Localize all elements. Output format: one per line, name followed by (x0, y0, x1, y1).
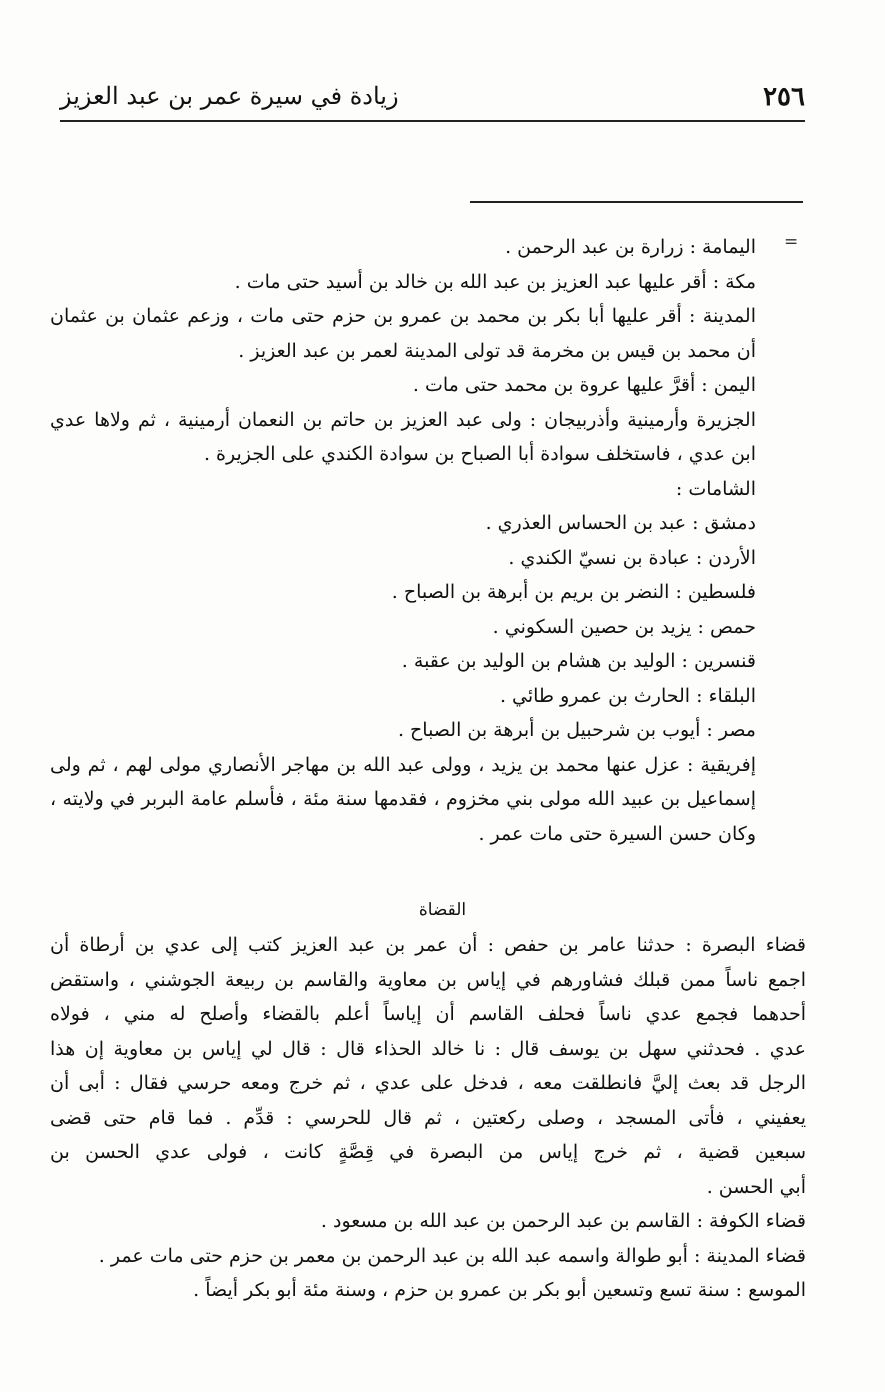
page-number: ٢٥٦ (763, 82, 805, 112)
text-line: قضاء الكوفة : القاسم بن عبد الرحمن بن عبد الله بن مسعود . (320, 1210, 806, 1232)
text-line: أن محمد بن قيس بن مخرمة قد تولى المدينة لعمر بن عبد العزيز . (238, 339, 756, 362)
text-line: اجمع ناساً ممن قبلك فشاورهم في إياس بن معاوية والقاسم بن ربيعة الجوشني ، واستقض (50, 968, 806, 991)
text-line: إفريقية : عزل عنها محمد بن يزيد ، وولى عبد الله بن مهاجر الأنصاري مولى لهم ، ثم ولى (50, 753, 756, 776)
page-header (60, 78, 805, 122)
text-line: فلسطين : النضر بن بريم بن أبرهة بن الصباح . (391, 581, 756, 603)
text-line: دمشق : عبد بن الحساس العذري . (485, 512, 756, 534)
text-line: قضاء البصرة : حدثنا عامر بن حفص : أن عمر بن عبد العزيز كتب إلى عدي بن أرطاة أن (50, 934, 806, 956)
text-line: حمص : يزيد بن حصين السكوني . (492, 615, 756, 638)
text-line: اليمن : أقرَّ عليها عروة بن محمد حتى مات . (412, 374, 756, 396)
text-line: قضاء المدينة : أبو طوالة واسمه عبد الله بن عبد الرحمن بن معمر بن حزم حتى مات عمر . (98, 1244, 806, 1267)
text-line: أحدهما فجمع عدي ناساً فحلف القاسم أن إياساً أعلم بالقضاء وأصلح له مني ، فولاه (50, 1003, 806, 1025)
text-line: البلقاء : الحارث بن عمرو طائي . (499, 684, 756, 707)
text-line: عدي . فحدثني سهل بن يوسف قال : نا خالد الحذاء قال : قال لي إياس بن معاوية إن هذا (50, 1037, 806, 1060)
text-line: سبعين قضية ، ثم خرج إياس من البصرة في قِصَّةٍ كانت ، فولى عدي الحسن بن (50, 1141, 806, 1163)
footnote-rule (470, 201, 803, 203)
text-line: ابن عدي ، فاستخلف سوادة أبا الصباح بن سوادة الكندي على الجزيرة . (203, 443, 756, 465)
text-line: وكان حسن السيرة حتى مات عمر . (478, 822, 756, 845)
text-line: اليمامة : زرارة بن عبد الرحمن . (505, 236, 756, 258)
text-line: قنسرين : الوليد بن هشام بن الوليد بن عقبة . (401, 650, 756, 672)
text-line: الرجل قد بعث إليَّ فانطلقت معه ، فدخل على عدي ، ثم خرج ومعه حرسي فقال : أبى أن (50, 1072, 806, 1094)
text-line: أبي الحسن . (706, 1175, 806, 1198)
text-line: إسماعيل بن عبيد الله مولى بني مخزوم ، فقدمها سنة مئة ، فأسلم عامة البربر في ولايته ، (50, 788, 756, 810)
text-line: الجزيرة وأرمينية وأذربيجان : ولى عبد العزيز بن حاتم بن النعمان أرمينية ، ثم ولاها عدي (50, 408, 756, 431)
text-line: الموسع : سنة تسع وتسعين أبو بكر بن عمرو بن حزم ، وسنة مئة أبو بكر أيضاً . (193, 1279, 806, 1301)
text-line: مصر : أيوب بن شرحبيل بن أبرهة بن الصباح . (397, 719, 756, 741)
judges-section (50, 928, 806, 1308)
governors-section (50, 230, 756, 851)
text-line: يعفيني ، فأتى المسجد ، وصلى ركعتين ، ثم قال للحرسي : قدِّم . فما قام حتى قضى (50, 1106, 806, 1129)
margin-mark: = (784, 232, 799, 252)
text-line: الأردن : عبادة بن نسيّ الكندي . (508, 546, 756, 569)
running-title: زيادة في سيرة عمر بن عبد العزيز (60, 82, 399, 110)
text-line: مكة : أقر عليها عبد العزيز بن عبد الله بن خالد بن أسيد حتى مات . (234, 270, 756, 293)
text-line: الشامات : (675, 477, 756, 500)
text-line: المدينة : أقر عليها أبا بكر بن محمد بن عمرو بن حزم حتى مات ، وزعم عثمان بن عثمان (50, 305, 756, 327)
section-title: القضاة (418, 900, 467, 920)
